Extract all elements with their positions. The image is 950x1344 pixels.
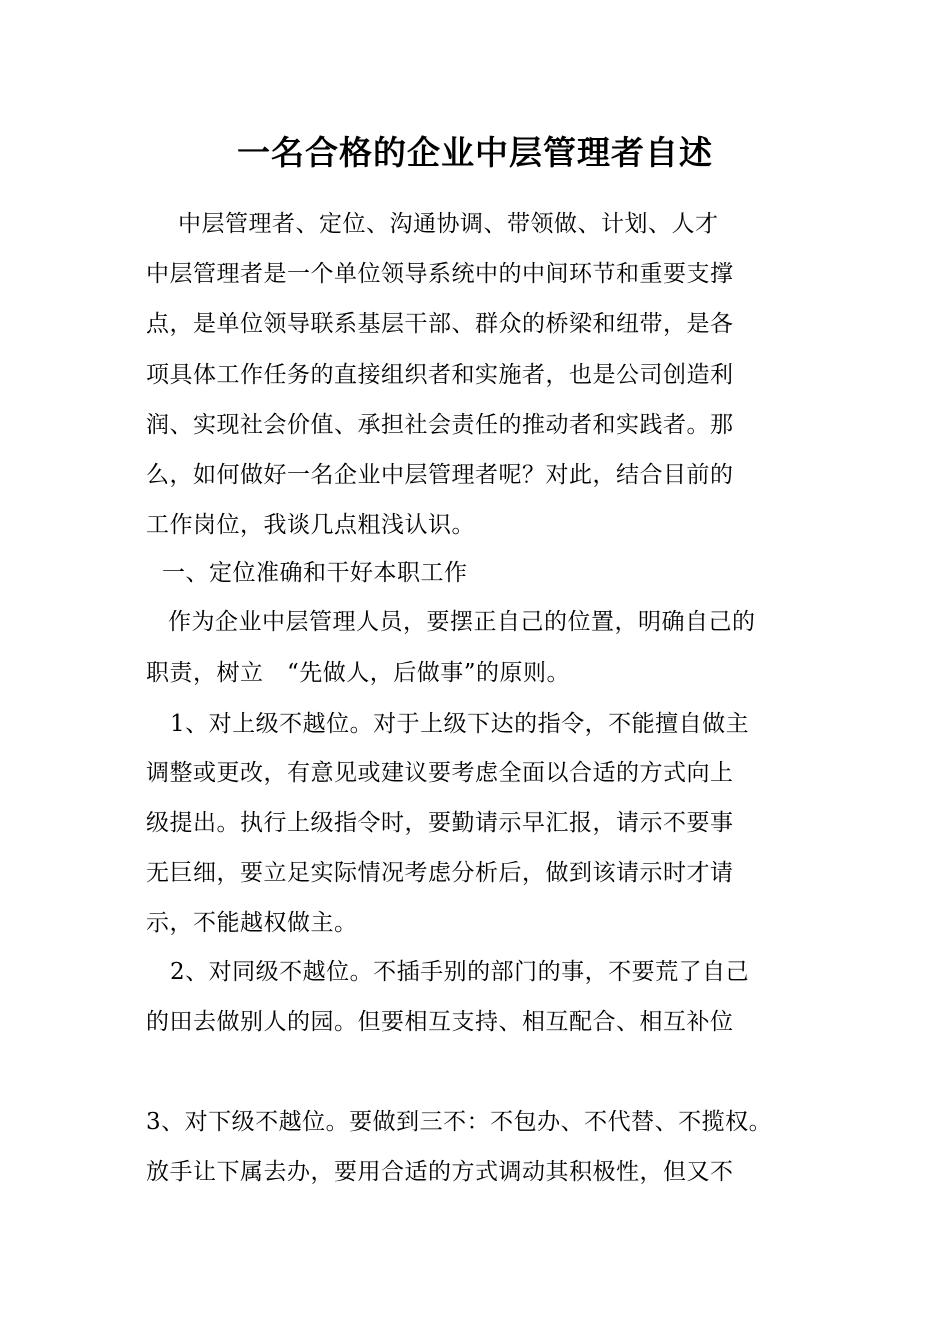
paragraph-line: 润、实现社会价值、承担社会责任的推动者和实践者。那	[146, 412, 734, 438]
paragraph-line: 2、对同级不越位。不插手别的部门的事，不要荒了自己	[170, 959, 750, 985]
paragraph-line: 点，是单位领导联系基层干部、群众的桥梁和纽带，是各	[146, 311, 734, 337]
paragraph-line: 项具体工作任务的直接组织者和实施者，也是公司创造利	[146, 362, 734, 388]
paragraph-line: 中层管理者是一个单位领导系统中的中间环节和重要支撑	[146, 261, 734, 287]
document-title: 一名合格的企业中层管理者自述	[237, 133, 713, 172]
paragraph-line: 3、对下级不越位。要做到三不：不包办、不代替、不揽权。	[146, 1109, 773, 1135]
paragraph-line: 作为企业中层管理人员，要摆正自己的位置，明确自己的	[168, 609, 756, 635]
paragraph-line: 放手让下属去办，要用合适的方式调动其积极性，但又不	[146, 1159, 734, 1185]
paragraph-line: 的田去做别人的园。但要相互支持、相互配合、相互补位	[146, 1009, 734, 1035]
paragraph-line: 么，如何做好一名企业中层管理者呢？对此，结合目前的	[146, 462, 734, 488]
paragraph-line: 无巨细，要立足实际情况考虑分析后，做到该请示时才请	[146, 860, 734, 886]
paragraph-line: 示，不能越权做主。	[146, 910, 358, 936]
paragraph-line: 级提出。执行上级指令时，要勤请示早汇报，请示不要事	[146, 810, 734, 836]
keywords-line: 中层管理者、定位、沟通协调、带领做、计划、人才	[178, 211, 719, 237]
paragraph-line: 1、对上级不越位。对于上级下达的指令，不能擅自做主	[170, 711, 750, 737]
paragraph-line: 工作岗位，我谈几点粗浅认识。	[146, 512, 475, 538]
section-heading: 一、定位准确和干好本职工作	[162, 560, 468, 586]
paragraph-line: 调整或更改，有意见或建议要考虑全面以合适的方式向上	[146, 760, 734, 786]
paragraph-line: 职责，树立 “先做人，后做事”的原则。	[146, 660, 571, 686]
